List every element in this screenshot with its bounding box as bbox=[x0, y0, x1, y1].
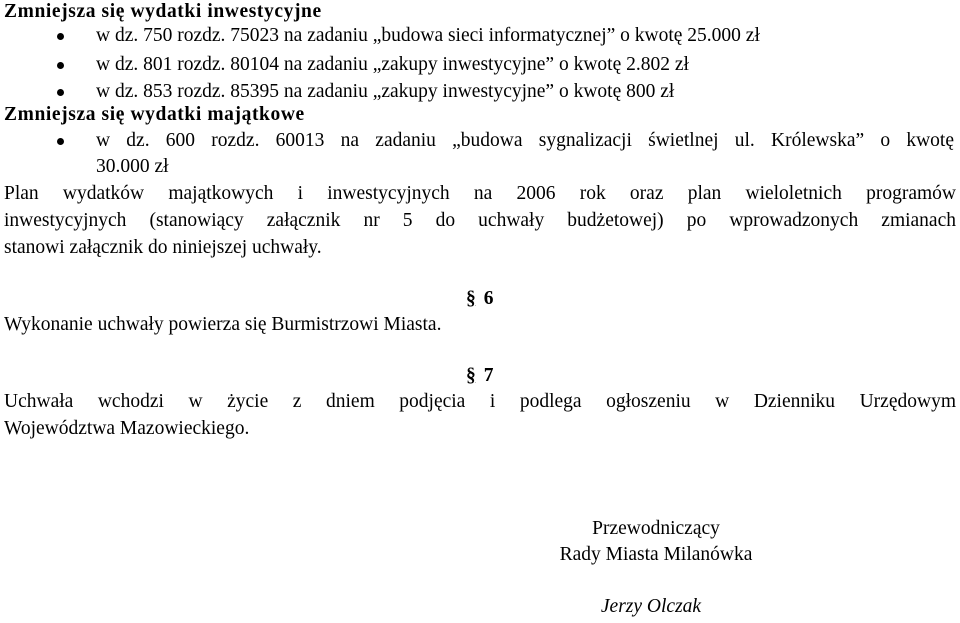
paragraph-number: 7 bbox=[483, 365, 494, 386]
plan-paragraph-line: Plan wydatków majątkowych i inwestycyjnych na 2006 rok oraz plan wieloletnich programów bbox=[4, 183, 956, 204]
signature-body: Rady Miasta Milanówka bbox=[559, 544, 753, 565]
heading-reduced-investments: Zmniejsza się wydatki inwestycyjne bbox=[4, 1, 322, 22]
paragraph-6-heading bbox=[466, 287, 494, 311]
list-item-text: w dz. 801 rozdz. 80104 na zadaniu „zakupy inwestycyjne” o kwotę 2.802 zł bbox=[96, 54, 689, 75]
paragraph-number: 6 bbox=[483, 288, 494, 309]
section-sign: § bbox=[466, 288, 476, 309]
paragraph-7-line: Uchwała wchodzi w życie z dniem podjęcia i podlega ogłoszeniu w Dzienniku Urzędowym bbox=[4, 391, 956, 412]
signature-name: Jerzy Olczak bbox=[600, 596, 702, 617]
bullet-icon bbox=[57, 138, 64, 145]
section-sign: § bbox=[466, 365, 476, 386]
heading-reduced-assets: Zmniejsza się wydatki majątkowe bbox=[4, 104, 305, 125]
signature-role: Przewodniczący bbox=[592, 518, 720, 539]
plan-paragraph-line: inwestycyjnych (stanowiący załącznik nr 5 do uchwały budżetowej) po wprowadzonych zmianach bbox=[4, 210, 956, 231]
list-item-text: w dz. 853 rozdz. 85395 na zadaniu „zakupy inwestycyjne” o kwotę 800 zł bbox=[96, 81, 675, 102]
list-item-text: w dz. 600 rozdz. 60013 na zadaniu „budowa sygnalizacji świetlnej ul. Królewska” o kwotę bbox=[96, 130, 954, 151]
bullet-icon bbox=[57, 62, 64, 69]
list-item-continuation: 30.000 zł bbox=[96, 156, 169, 177]
bullet-icon bbox=[57, 89, 64, 96]
paragraph-6-text: Wykonanie uchwały powierza się Burmistrzowi Miasta. bbox=[4, 314, 442, 335]
bullet-icon bbox=[57, 33, 64, 40]
paragraph-7-heading bbox=[466, 364, 494, 388]
paragraph-7-line: Województwa Mazowieckiego. bbox=[4, 418, 250, 439]
list-item-text: w dz. 750 rozdz. 75023 na zadaniu „budowa sieci informatycznej” o kwotę 25.000 zł bbox=[96, 25, 760, 46]
plan-paragraph-line: stanowi załącznik do niniejszej uchwały. bbox=[4, 237, 322, 258]
